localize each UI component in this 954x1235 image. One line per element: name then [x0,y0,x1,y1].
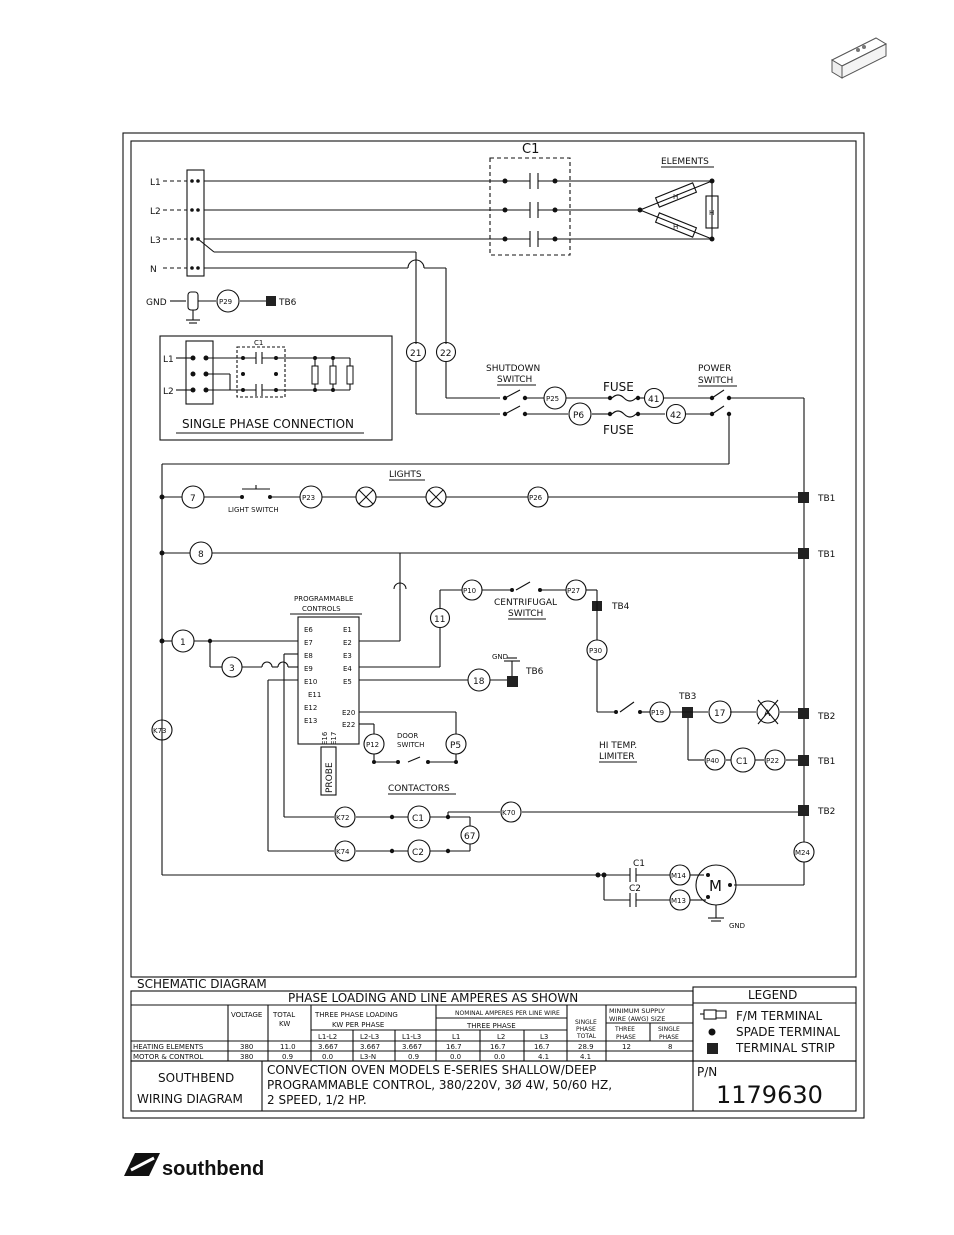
motor-symbol [696,865,736,905]
svg-text:SINGLE: SINGLE [658,1026,680,1033]
badge-m14 [670,865,690,885]
svg-text:L1-L2: L1-L2 [318,1033,338,1041]
table-row-motor [133,1053,591,1061]
svg-text:P19: P19 [651,709,665,717]
badge-p26 [528,487,548,507]
badge-7 [182,486,204,508]
terminal-block-icon [832,38,886,78]
contactors-label: CONTACTORS [388,784,450,794]
svg-text:E13: E13 [304,717,318,725]
single-l2-label: L2 [163,387,174,397]
part-number: 1179630 [716,1081,823,1109]
svg-text:E20: E20 [342,709,356,717]
svg-text:0.9: 0.9 [282,1053,294,1061]
tb6-top-strip [266,296,276,306]
badge-p5 [446,734,466,754]
elements-label: ELEMENTS [661,157,709,167]
svg-text:TB1: TB1 [818,494,836,504]
svg-text:380: 380 [240,1053,254,1061]
svg-text:M14: M14 [671,872,686,880]
svg-text:P12: P12 [366,741,380,749]
svg-text:L3-N: L3-N [360,1053,377,1061]
badge-p22 [765,750,785,770]
svg-text:0.0: 0.0 [450,1053,462,1061]
svg-text:L1-L3: L1-L3 [402,1033,422,1041]
programmable-controls-label-1: PROGRAMMABLE [294,595,354,603]
svg-text:K70: K70 [502,809,516,817]
heater-element-bottom [656,213,697,237]
svg-text:3: 3 [229,664,235,674]
tb1-strip-c [798,755,809,766]
tb1-strip-b [798,548,809,559]
legend-fm-terminal: F/M TERMINAL [736,1009,823,1023]
door-switch-label-1: DOOR [397,732,419,740]
svg-text:P6: P6 [573,411,585,421]
svg-text:HEATING ELEMENTS: HEATING ELEMENTS [133,1043,204,1051]
badge-3 [222,657,242,677]
svg-text:TOTAL: TOTAL [577,1033,597,1040]
svg-text:WIRE (AWG) SIZE: WIRE (AWG) SIZE [609,1015,666,1023]
svg-text:K72: K72 [336,814,350,822]
tb2-strip-a [798,708,809,719]
fuse-label-bottom: FUSE [603,423,634,437]
svg-text:P26: P26 [529,494,543,502]
svg-text:8: 8 [198,550,204,560]
svg-text:16.7: 16.7 [446,1043,462,1051]
svg-text:L2-L3: L2-L3 [360,1033,380,1041]
badge-p40 [705,750,725,770]
svg-text:KW: KW [279,1020,291,1028]
svg-text:380: 380 [240,1043,254,1051]
svg-text:TB2: TB2 [818,712,836,722]
svg-text:H: H [673,223,679,231]
svg-text:4.1: 4.1 [538,1053,550,1061]
centrifugal-switch-label-2: SWITCH [508,609,544,619]
svg-text:0.0: 0.0 [494,1053,506,1061]
outer-border [123,133,864,1118]
svg-text:E4: E4 [343,665,352,673]
schematic-caption: SCHEMATIC DIAGRAM [137,977,267,991]
svg-text:TB4: TB4 [612,602,630,612]
programmable-controls-label-2: CONTROLS [302,605,341,613]
svg-text:southbend: southbend [162,1158,265,1180]
svg-text:M24: M24 [795,849,810,857]
contactor-c1-label: C1 [522,142,540,157]
shutdown-switch-label-2: SWITCH [497,375,533,385]
southbend-logo [124,1153,264,1180]
badge-67 [461,826,479,844]
terminal-strip-icon [707,1043,718,1054]
svg-text:E17: E17 [330,731,338,745]
svg-text:H: H [709,209,715,217]
svg-text:3.667: 3.667 [318,1043,339,1051]
svg-text:42: 42 [670,411,682,421]
line-l3-label: L3 [150,236,161,246]
line-n-label: N [150,265,157,275]
badge-p27 [566,580,586,600]
probe-label: PROBE [325,762,335,793]
badge-p30 [587,640,607,660]
svg-text:E9: E9 [304,665,313,673]
badge-c1-coil [731,748,755,772]
badge-11 [431,609,450,628]
line-l1-label: L1 [150,178,161,188]
svg-text:MINIMUM SUPPLY: MINIMUM SUPPLY [609,1007,665,1015]
badge-c2-contactor [408,840,430,862]
svg-text:E2: E2 [343,639,352,647]
svg-text:NOMINAL AMPERES PER LINE WIRE: NOMINAL AMPERES PER LINE WIRE [455,1010,560,1017]
svg-text:E8: E8 [304,652,313,660]
shutdown-switch-label-1: SHUTDOWN [486,364,541,374]
svg-text:TB2: TB2 [818,807,836,817]
svg-text:E16: E16 [321,731,329,745]
badge-c1-contactor [408,806,430,828]
centrifugal-switch-label-1: CENTRIFUGAL [494,598,558,608]
svg-text:11: 11 [434,615,446,625]
company-name: SOUTHBEND [158,1071,235,1085]
svg-text:7: 7 [190,494,196,504]
svg-text:3.667: 3.667 [402,1043,423,1051]
svg-text:P27: P27 [567,587,581,595]
svg-text:16.7: 16.7 [490,1043,506,1051]
svg-text:8: 8 [668,1043,673,1051]
badge-p19 [650,702,670,722]
badge-k72 [335,807,355,827]
svg-text:TB6: TB6 [526,667,544,677]
svg-text:P10: P10 [463,587,477,595]
svg-text:E12: E12 [304,704,318,712]
badge-p12 [364,734,384,754]
svg-text:E3: E3 [343,652,352,660]
badge-k70 [501,802,521,822]
schematic-border [131,141,856,977]
legend-terminal-strip: TERMINAL STRIP [736,1041,835,1055]
badge-p10 [462,580,482,600]
description-line-2: PROGRAMMABLE CONTROL, 380/220V, 3Ø 4W, 50/60 HZ, [267,1078,613,1092]
description-line-3: 2 SPEED, 1/2 HP. [267,1093,367,1107]
svg-text:12: 12 [622,1043,631,1051]
svg-text:41: 41 [648,395,660,405]
badge-41 [645,389,664,408]
badge-42 [667,405,686,424]
motor-cap-c2-label: C2 [629,884,642,894]
svg-text:E1: E1 [343,626,352,634]
door-switch-label-2: SWITCH [397,741,425,749]
svg-text:E5: E5 [343,678,352,686]
gnd-label: GND [146,298,167,308]
spade-terminal-icon [709,1029,716,1036]
svg-text:21: 21 [410,349,422,359]
badge-p29 [217,290,239,312]
line-l2-label: L2 [150,207,161,217]
gnd-label-2: GND [492,653,509,661]
svg-text:E7: E7 [304,639,313,647]
svg-text:17: 17 [714,709,726,719]
light-bulb-2 [426,487,446,507]
svg-text:THREE PHASE: THREE PHASE [467,1022,516,1030]
single-l1-label: L1 [163,355,174,365]
light-switch-label: LIGHT SWITCH [228,506,279,514]
svg-text:PHASE: PHASE [659,1034,679,1041]
legend-spade-terminal: SPADE TERMINAL [736,1025,840,1039]
motor-gnd-label: GND [729,922,746,930]
svg-text:0.0: 0.0 [322,1053,334,1061]
svg-text:THREE PHASE LOADING: THREE PHASE LOADING [315,1011,398,1019]
svg-text:K74: K74 [336,848,350,856]
svg-text:E10: E10 [304,678,318,686]
tb6-top-label: TB6 [279,298,297,308]
badge-p6 [569,403,591,425]
tb6-strip [507,676,518,687]
legend-title: LEGEND [748,988,798,1002]
svg-text:E6: E6 [304,626,313,634]
power-switch-label-1: POWER [698,364,732,374]
svg-text:P5: P5 [450,741,462,751]
pn-label: P/N [697,1065,718,1079]
svg-text:3.667: 3.667 [360,1043,381,1051]
svg-text:TB1: TB1 [818,550,836,560]
badge-22 [437,343,456,362]
svg-text:M: M [709,877,722,895]
svg-text:THREE: THREE [615,1026,635,1033]
svg-text:0.9: 0.9 [408,1053,420,1061]
svg-text:PHASE: PHASE [616,1034,636,1041]
badge-p25 [544,387,566,409]
table-heading: PHASE LOADING AND LINE AMPERES AS SHOWN [288,991,579,1005]
description-line-1: CONVECTION OVEN MODELS E-SERIES SHALLOW/DEEP [267,1063,597,1077]
svg-text:P29: P29 [219,298,233,306]
svg-text:L1: L1 [452,1033,461,1041]
badge-p23 [300,486,322,508]
heater-element-top [656,183,697,207]
svg-text:67: 67 [464,832,476,842]
document-type: WIRING DIAGRAM [137,1092,243,1106]
badge-18 [468,669,490,691]
svg-text:1: 1 [180,638,186,648]
tb2-strip-b [798,805,809,816]
svg-text:P25: P25 [546,395,560,403]
svg-text:P30: P30 [589,647,603,655]
lights-label: LIGHTS [389,470,422,480]
svg-text:TB3: TB3 [679,692,697,702]
svg-text:TOTAL: TOTAL [273,1011,296,1019]
svg-text:A: A [764,709,771,719]
svg-text:C1: C1 [412,814,425,824]
svg-text:C1: C1 [736,757,749,767]
svg-text:C1: C1 [254,339,264,347]
fuse-label-top: FUSE [603,380,634,394]
table-row-heating [133,1043,672,1051]
hi-temp-label-1: HI TEMP. [599,741,638,751]
svg-text:22: 22 [440,349,452,359]
svg-text:L3: L3 [540,1033,549,1041]
svg-text:VOLTAGE: VOLTAGE [231,1011,263,1019]
probe-pins [321,731,338,745]
svg-text:11.0: 11.0 [280,1043,296,1051]
svg-text:M13: M13 [671,897,686,905]
badge-8 [190,542,212,564]
main-terminal-block [187,170,204,276]
svg-text:16.7: 16.7 [534,1043,550,1051]
svg-text:P40: P40 [706,757,720,765]
tb1-strip-a [798,492,809,503]
ampmeter [757,700,779,724]
badge-1 [172,630,194,652]
svg-text:MOTOR & CONTROL: MOTOR & CONTROL [133,1053,204,1061]
svg-text:PHASE: PHASE [576,1026,596,1033]
badge-21 [407,343,426,362]
svg-text:4.1: 4.1 [580,1053,592,1061]
single-phase-title: SINGLE PHASE CONNECTION [182,417,355,431]
svg-text:P22: P22 [766,757,780,765]
badge-m24 [794,842,814,862]
badge-17 [709,701,731,723]
motor-cap-c1-label: C1 [633,859,646,869]
svg-text:SINGLE: SINGLE [575,1019,597,1026]
badge-k74 [335,841,355,861]
svg-text:E11: E11 [308,691,322,699]
svg-text:TB1: TB1 [818,757,836,767]
svg-text:C2: C2 [412,848,425,858]
svg-text:18: 18 [473,677,485,687]
svg-text:28.9: 28.9 [578,1043,594,1051]
hi-temp-label-2: LIMITER [599,752,635,762]
svg-text:P23: P23 [302,494,316,502]
light-bulb-1 [356,487,376,507]
svg-text:L2: L2 [497,1033,506,1041]
power-switch-label-2: SWITCH [698,376,734,386]
svg-text:E22: E22 [342,721,356,729]
svg-text:H: H [673,193,679,201]
fm-terminal-icon [700,1010,726,1019]
badge-m13 [670,890,690,910]
svg-text:K73: K73 [153,727,167,735]
svg-text:KW PER PHASE: KW PER PHASE [332,1021,385,1029]
